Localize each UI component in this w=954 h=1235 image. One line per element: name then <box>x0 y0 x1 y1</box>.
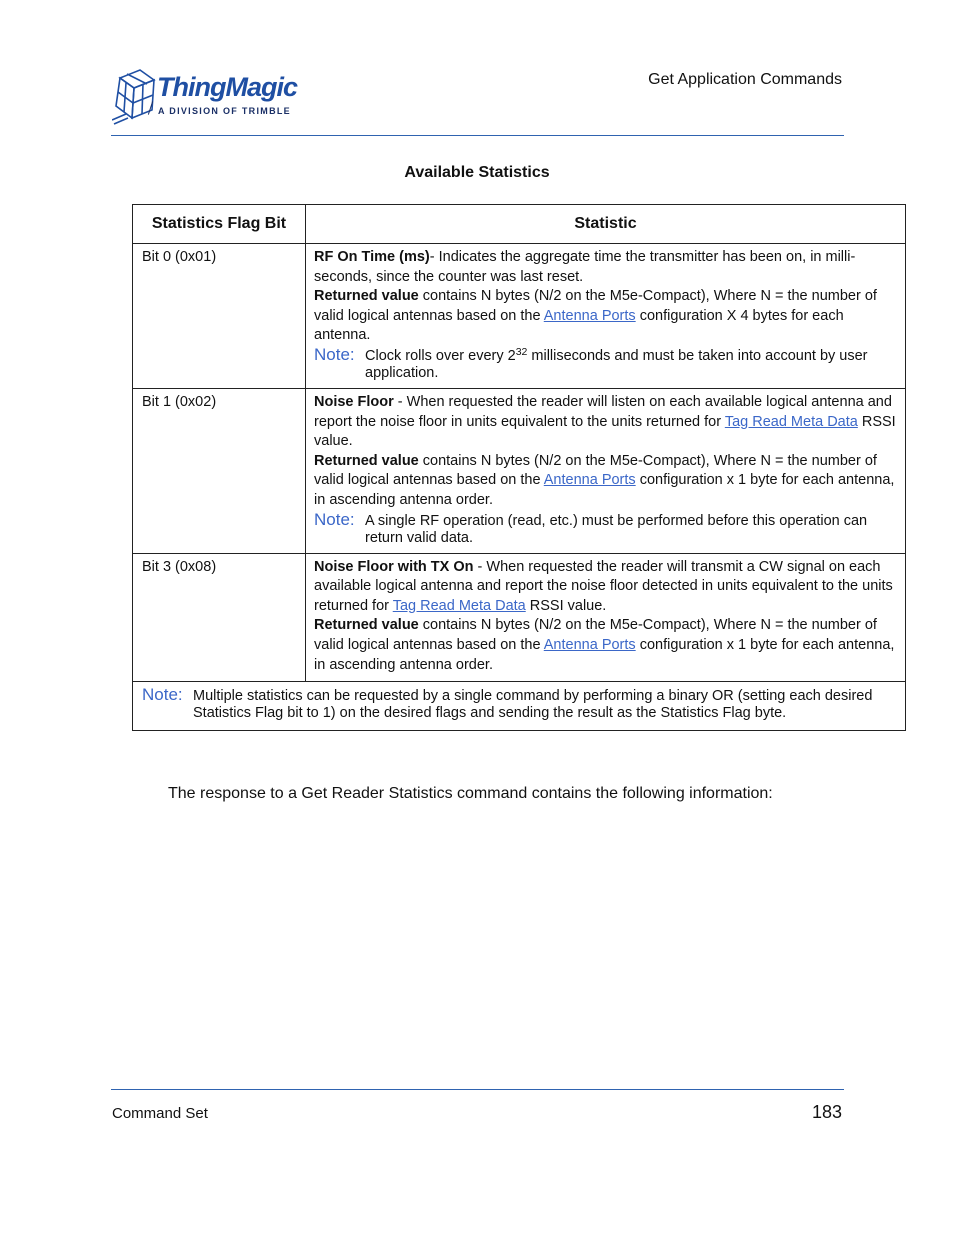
flag-bit-cell: Bit 1 (0x02) <box>133 388 306 553</box>
header-section-title: Get Application Commands <box>648 71 842 88</box>
page-number: 183 <box>811 1102 842 1122</box>
table-row <box>133 244 906 389</box>
statistic-title: Noise Floor <box>314 393 394 410</box>
statistic-title: Noise Floor with TX On <box>314 558 474 575</box>
table-header-row <box>133 205 906 244</box>
note-label: Note: <box>314 344 355 364</box>
statistic-cell <box>306 244 906 389</box>
footer-chapter: Command Set <box>112 1105 208 1122</box>
footnote-cell <box>133 682 906 731</box>
antenna-ports-link[interactable]: Antenna Ports <box>543 472 636 489</box>
cube-logo-icon <box>112 68 156 126</box>
table-caption: Available Statistics <box>404 164 550 181</box>
table-row <box>133 553 906 682</box>
logo-wordmark: ThingMagic <box>157 72 297 102</box>
footnote-note: Note: Multiple statistics can be requested by a single command by performing a binary OR (setting each desired Statistics Flag bit to 1) on the desired flags and sending the result as the Statistics Flag byte. <box>142 685 873 722</box>
returned-value-text: Returned value contains N bytes (N/2 on the M5e-Compact), Where N = the number of valid logical antennas based on the Antenna Ports configuration x 1 byte for each antenna, in ascending antenna order. <box>314 617 895 673</box>
thingmagic-logo <box>112 68 312 126</box>
header-rule <box>111 135 844 136</box>
statistic-description: Noise Floor with TX On - When requested the reader will transmit a CW signal on each available logical antenna and report the noise floor detected in units equivalent to the units returned for Tag Read Meta Data RSSI value. <box>314 558 893 614</box>
flag-bit-cell: Bit 3 (0x08) <box>133 553 306 682</box>
flag-bit-cell: Bit 0 (0x01) <box>133 244 306 389</box>
table-row <box>133 388 906 553</box>
logo-subtitle: A DIVISION OF TRIMBLE <box>158 106 291 116</box>
statistic-cell <box>306 553 906 682</box>
statistic-description: Noise Floor - When requested the reader will listen on each available logical antenna and report the noise floor in units equivalent to the units returned for Tag Read Meta Data RSSI value. <box>314 393 896 450</box>
footer-rule <box>111 1089 844 1090</box>
returned-value-text: Returned value contains N bytes (N/2 on the M5e-Compact), Where N = the number of valid logical antennas based on the Antenna Ports configuration X 4 bytes for each antenna. <box>314 288 877 344</box>
returned-value-text: Returned value contains N bytes (N/2 on the M5e-Compact), Where N = the number of valid logical antennas based on the Antenna Ports configuration x 1 byte for each antenna, in ascending antenna order. <box>314 452 895 508</box>
tag-read-meta-data-link[interactable]: Tag Read Meta Data <box>724 413 858 430</box>
note-label: Note: <box>142 685 183 705</box>
tag-read-meta-data-link[interactable]: Tag Read Meta Data <box>392 597 526 614</box>
column-header-statistic: Statistic <box>306 205 906 244</box>
note: Note: A single RF operation (read, etc.) must be performed before this operation can return valid data. <box>314 509 868 546</box>
statistic-title: RF On Time (ms) <box>314 249 430 265</box>
note: Note: Clock rolls over every $2^{32}$ milliseconds and must be taken into account by user application. <box>314 344 868 381</box>
body-paragraph: The response to a Get Reader Statistics command contains the following information: <box>168 785 773 802</box>
antenna-ports-link[interactable]: Antenna Ports <box>543 307 636 324</box>
statistic-description: RF On Time (ms)- Indicates the aggregate time the transmitter has been on, in milli-seconds, since the counter was last reset. <box>314 249 856 285</box>
antenna-ports-link[interactable]: Antenna Ports <box>543 636 636 653</box>
table-footnote-row <box>133 682 906 731</box>
statistic-cell <box>306 388 906 553</box>
statistics-table <box>132 204 906 731</box>
note-label: Note: <box>314 509 355 529</box>
column-header-flag-bit: Statistics Flag Bit <box>133 205 306 244</box>
